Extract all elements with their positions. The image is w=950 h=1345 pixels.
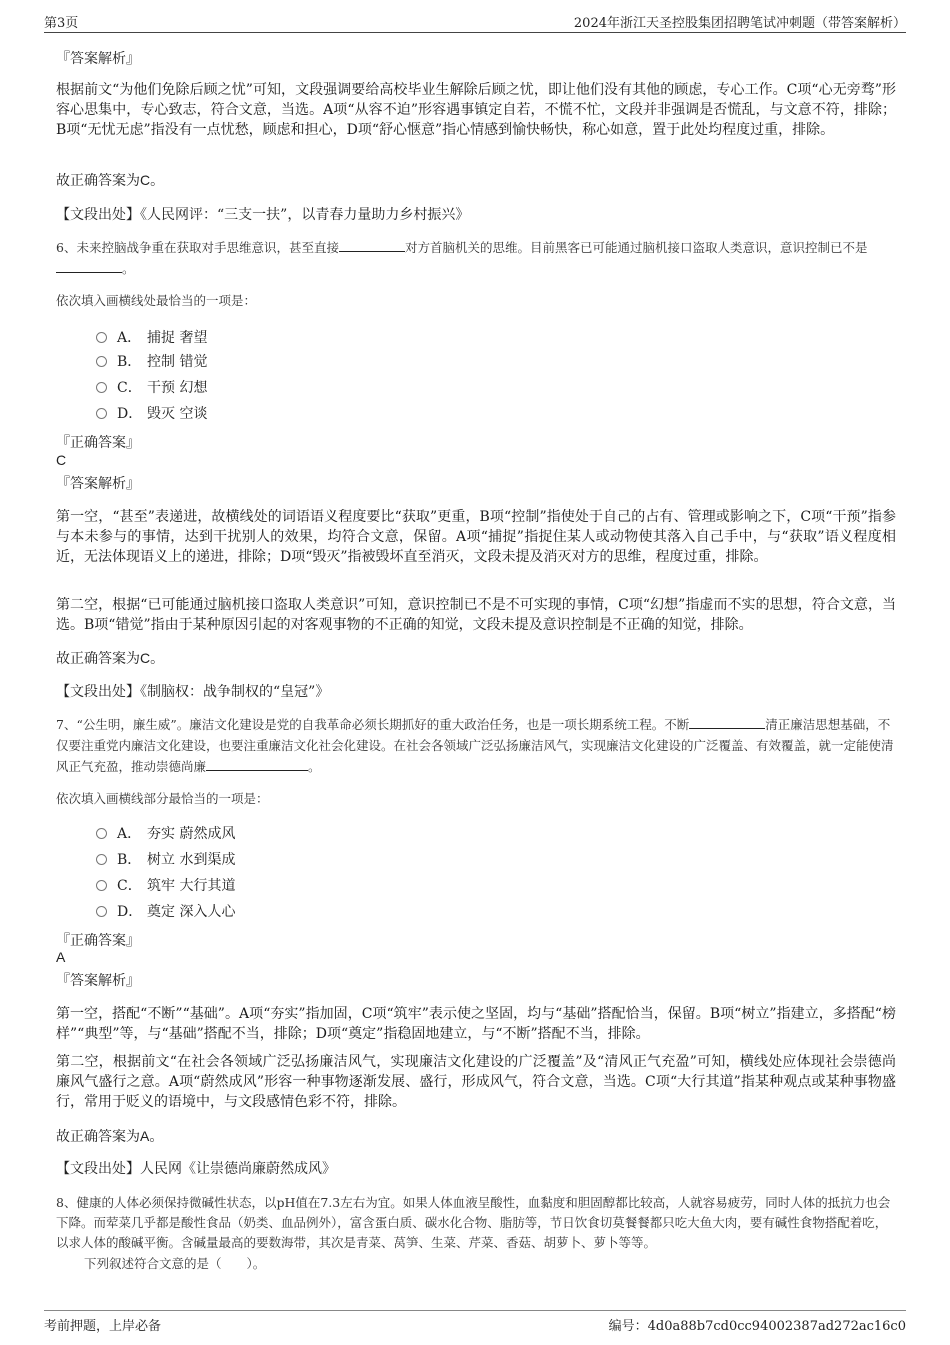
q5-analysis-label: 『答案解析』 (56, 51, 140, 67)
radio-icon[interactable] (96, 854, 107, 865)
q6-option-c[interactable]: C． 干预 幻想 (96, 378, 207, 398)
q8-stem: 8、健康的人体必须保持微碱性状态，以pH值在7.3左右为宜。如果人体血液呈酸性，血黏度和胆固醇都比较高，人就容易疲劳，同时人体的抵抗力也会下降。而荤菜几乎都是酸性食品（奶类、血品例外），富含蛋白质、碳水化合物、脂肪等，节日饮食切莫餐餐都只吃大鱼大肉，要有碱性食物搭配着吃，以求人体的酸碱平衡。含碱量最高的要数海带，其次是青菜、莴笋、生菜、芹菜、香菇、胡萝卜、萝卜等等。 (56, 1195, 891, 1250)
page-number: 第3页 (44, 16, 79, 31)
page-footer (44, 1310, 906, 1333)
footer-slogan: 考前押题，上岸必备 (44, 1319, 162, 1334)
q6-option-d[interactable]: D． 毁灭 空谈 (96, 404, 207, 424)
q7-analysis-2: 第二空，根据前文“在社会各领域广泛弘扬廉洁风气，实现廉洁文化建设的广泛覆盖”及“清风正气充盈”可知，横线处应体现社会崇德尚廉风气盛行之意。A项“蔚然成风”形容一种事物逐渐发展、盛行，形成风气，符合文意，当选。C项“大行其道”指某种观点或某种事物盛行，常用于贬义的语境中，与文段感情色彩不符，排除。 (56, 1054, 896, 1110)
q6-answer: C (56, 452, 67, 468)
radio-icon[interactable] (96, 906, 107, 917)
q6-analysis-2: 第二空，根据“已可能通过脑机接口盗取人类意识”可知，意识控制已不是不可实现的事情，C项“幻想”指虚而不实的思想，符合文意，当选。B项“错觉”指由于某种原因引起的对客观事物的不正确的知觉，文段未提及意识控制是不正确的知觉，排除。 (56, 597, 896, 633)
q6-stem: 6、未来控脑战争重在获取对手思维意识，甚至直接 对方首脑机关的思维。目前黑客已可能通过脑机接口盗取人类意识，意识控制已不是。 (56, 240, 868, 276)
page-header (44, 8, 906, 33)
radio-icon[interactable] (96, 356, 107, 367)
q7-answer: A (56, 949, 66, 965)
radio-icon[interactable] (96, 382, 107, 393)
q6-blank-2 (56, 260, 122, 273)
q7-analysis-1: 第一空，搭配“不断”“基础”。A项“夯实”指加固，C项“筑牢”表示使之坚固，均与“基础”搭配恰当，保留。B项“树立”指建立，多搭配“榜样”“典型”等，与“基础”搭配不当，排除；D项“奠定”指稳固地建立，与“不断”搭配不当，排除。 (56, 1006, 896, 1042)
radio-icon[interactable] (96, 880, 107, 891)
q7-source: 【文段出处】人民网《让崇德尚廉蔚然成风》 (56, 1161, 336, 1177)
document-code: 编号：4d0a88b7cd0cc94002387ad272ac16c0 (608, 1319, 906, 1334)
q5-conclusion: 故正确答案为C。 (56, 172, 165, 188)
q7-option-a[interactable]: A． 夯实 蔚然成风 (96, 824, 235, 844)
q7-conclusion: 故正确答案为A。 (56, 1128, 164, 1144)
q6-instruction: 依次填入画横线处最恰当的一项是： (56, 293, 257, 308)
q7-stem: 7、“公生明，廉生威”。廉洁文化建设是党的自我革命必须长期抓好的重大政治任务，也是一项长期系统工程。不断 清正廉洁思想基础，不仅要注重党内廉洁文化建设，也要注重廉洁文化社会化建设。在社会各领域广泛弘扬廉洁风气，实现廉洁文化建设的广泛覆盖、有效覆盖，就一定能使清风正气充盈，推动崇德尚廉 。 (56, 717, 894, 774)
q7-instruction: 依次填入画横线部分最恰当的一项是： (56, 791, 269, 806)
q6-option-a[interactable]: A． 捕捉 奢望 (96, 328, 207, 348)
q6-correct-label: 『正确答案』 (56, 435, 140, 451)
q5-source: 【文段出处】《人民网评：“三支一扶”，以青春力量助力乡村振兴》 (56, 207, 470, 223)
q6-option-b[interactable]: B． 控制 错觉 (96, 352, 207, 372)
q6-blank-1 (339, 239, 405, 252)
q7-analysis-label: 『答案解析』 (56, 973, 140, 989)
q6-analysis-label: 『答案解析』 (56, 476, 140, 492)
radio-icon[interactable] (96, 332, 107, 343)
q6-analysis-1: 第一空，“甚至”表递进，故横线处的词语语义程度要比“获取”更重，B项“控制”指使处于自己的占有、管理或影响之下，C项“干预”指参与本未参与的事情，达到干扰别人的效果，均符合文意，保留。A项“捕捉”指捉住某人或动物使其落入自己手中，与“获取”语义程度相近，无法体现语义上的递进，排除；D项“毁灭”指被毁坏直至消灭，文段未提及消灭对方的思维，程度过重，排除。 (56, 509, 896, 565)
q7-correct-label: 『正确答案』 (56, 933, 140, 949)
radio-icon[interactable] (96, 408, 107, 419)
q6-source: 【文段出处】《制脑权：战争制权的“皇冠”》 (56, 684, 330, 700)
q7-option-d[interactable]: D． 奠定 深入人心 (96, 902, 235, 922)
q7-option-c[interactable]: C． 筑牢 大行其道 (96, 876, 235, 896)
q6-conclusion: 故正确答案为C。 (56, 650, 165, 666)
q8-prompt: 下列叙述符合文意的是（ ）。 (84, 1256, 266, 1271)
document-title: 2024年浙江天圣控股集团招聘笔试冲刺题（带答案解析） (573, 16, 906, 31)
q7-blank-1 (689, 716, 765, 729)
q7-blank-2 (206, 758, 308, 771)
q5-analysis: 根据前文“为他们免除后顾之忧”可知，文段强调要给高校毕业生解除后顾之忧，即让他们没有其他的顾虑，专心工作。C项“心无旁骛”形容心思集中，专心致志，符合文意，当选。A项“从容不迫”形容遇事镇定自若，不慌不忙，文段并非强调是否慌乱，与文意不符，排除；B项“无忧无虑”指没有一点忧愁，顾虑和担心，D项“舒心惬意”指心情感到愉快畅快，称心如意，置于此处均程度过重，排除。 (56, 82, 896, 138)
radio-icon[interactable] (96, 828, 107, 839)
q7-option-b[interactable]: B． 树立 水到渠成 (96, 850, 235, 870)
